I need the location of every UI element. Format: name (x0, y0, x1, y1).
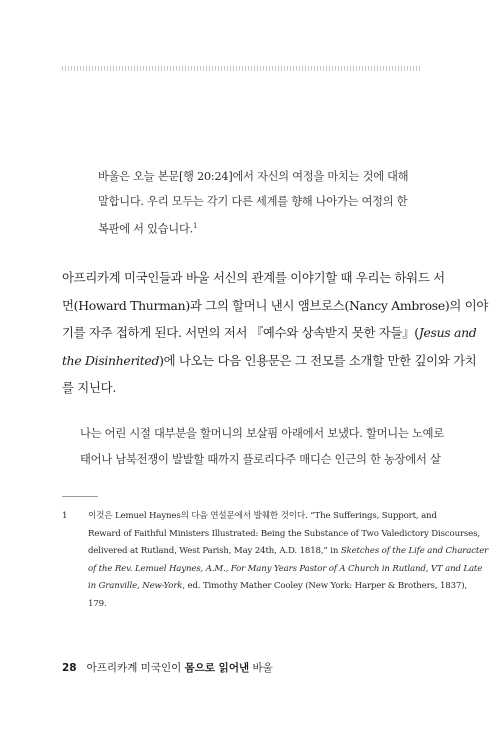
footnote-line (88, 578, 468, 596)
book-title-bold: 몸으로 읽어낸 (184, 662, 250, 674)
footnote-reference[interactable]: 1 (192, 222, 198, 230)
book-title-italic: Jesus and (418, 325, 477, 340)
footnote-line: 이것은 Lemuel Haynes의 다음 연설문에서 발췌한 것이다. “The Sufferings, Support, and (88, 511, 437, 521)
body-paragraph (62, 264, 489, 402)
body-line: 아프리카계 미국인들과 바울 서신의 관계를 이야기할 때 우리는 하워드 서 (62, 270, 445, 285)
body-line (62, 347, 477, 375)
quote-line-text: 복판에 서 있습니다. (98, 222, 193, 236)
footnote-number: 1 (62, 511, 68, 521)
header-dotted-rule (62, 66, 420, 71)
quote-line: 나는 어린 시절 대부분을 할머니의 보살핌 아래에서 보냈다. 할머니는 노예로 (80, 427, 444, 440)
block-quote (80, 421, 444, 473)
body-text: 기를 자주 접하게 된다. 서먼의 저서 『예수와 상속받지 못한 자들』( (62, 325, 419, 340)
body-line (62, 319, 477, 347)
footnote-italic: of the Rev. Lemuel Haynes, A.M., For Many Years Pastor of A Church in Rutland, VT and Late (88, 563, 483, 574)
footnote-italic: Sketches of the Life and Character (340, 546, 489, 557)
quote-line: 태어나 남북전쟁이 발발할 때까지 플로리다주 매디슨 인근의 한 농장에서 살 (80, 453, 441, 466)
body-text: )에 나오는 다음 인용문은 그 전모를 소개할 만한 깊이와 가치 (159, 352, 477, 368)
running-footer (62, 660, 273, 676)
body-line: 를 지닌다. (62, 380, 116, 395)
body-line: 먼(Howard Thurman)과 그의 할머니 낸시 앰브로스(Nancy Ambrose)의 이야 (62, 297, 489, 313)
page-number: 28 (62, 662, 77, 674)
book-title-a: 아프리카계 미국인이 (86, 662, 185, 674)
footnote-divider (62, 496, 98, 497)
quote-line (98, 214, 398, 242)
footnote-text-run: , ed. Timothy Mather Cooley (New York: Harper & Brothers, 1837), (182, 581, 468, 592)
footnote-line: 179. (88, 598, 107, 609)
footnote-text-run: delivered at Rutland, West Parish, May 24th, A.D. 1818,” in (88, 546, 341, 557)
quote-line: 말합니다. 우리 모두는 각기 다른 세계를 향해 나아가는 여정의 한 (98, 195, 408, 208)
footnote-line (88, 561, 483, 579)
book-title-italic: the Disinherited (62, 352, 160, 368)
book-title-c: 바울 (249, 662, 273, 674)
opening-quote (98, 164, 409, 242)
footnote-line: Reward of Faithful Ministers Illustrated: Being the Substance of Two Valedictory Discourses, (88, 528, 480, 539)
quote-line: 바울은 오늘 본문[행 20:24]에서 자신의 여정을 마치는 것에 대해 (98, 170, 409, 183)
footnote-line (88, 543, 489, 561)
footnote-text (88, 508, 489, 614)
footnote-italic: in Granville, New-York (88, 581, 183, 592)
